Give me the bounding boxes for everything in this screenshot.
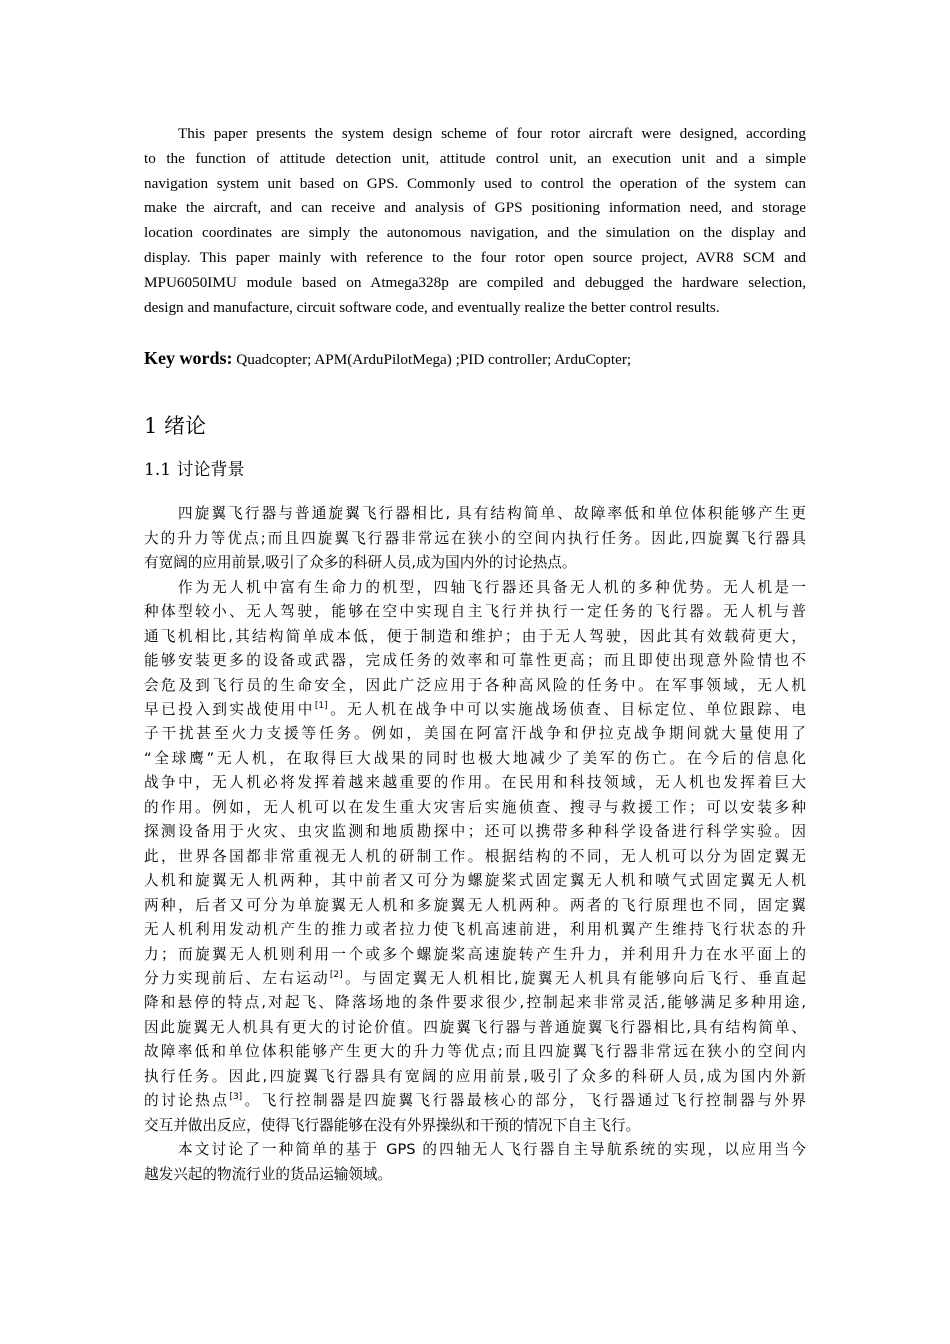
paragraph-line: 力；而旋翼无人机则利用一个或多个螺旋桨高速旋转产生升力，并利用升力在水平面上的 (144, 945, 806, 963)
paragraph-line: 两种，后者又可分为单旋翼无人机和多旋翼无人机两种。两者的飞行原理也不同，固定翼 (144, 896, 806, 914)
keywords-label: Key words: (144, 348, 233, 369)
paragraph-line: 四旋翼飞行器与普通旋翼飞行器相比, 具有结构简单、故障率低和单位体积能够产生更 (178, 505, 806, 523)
abstract-english (144, 122, 806, 320)
line-text: 。无人机在战争中可以实施战场侦查、目标定位、单位跟踪、电 (327, 701, 806, 718)
paragraph-line: 会危及到飞行员的生命安全，因此广泛应用于各种高风险的任务中。在军事领域，无人机 (144, 676, 806, 694)
keywords-text: Quadcopter; APM(ArduPilotMega) ;PID controller; ArduCopter; (232, 351, 632, 369)
paragraph-line: 子干扰甚至火力支援等任务。例如，美国在阿富汗战争和伊拉克战争期间就大量使用了 (144, 725, 806, 743)
paragraph-line: 无人机利用发动机产生的推力或者拉力使飞机高速前进，利用机翼产生维持飞行状态的升 (144, 921, 806, 939)
paragraph-line: 本文讨论了一种简单的基于 GPS 的四轴无人飞行器自主导航系统的实现，以应用当今 (178, 1141, 806, 1159)
line-text: 。与固定翼无人机相比,旋翼无人机具有能够向后飞行、垂直起 (342, 969, 806, 987)
paragraph-line (144, 698, 806, 722)
paragraph-line: 作为无人机中富有生命力的机型，四轴飞行器还具备无人机的多种优势。无人机是一 (178, 578, 806, 596)
line-text: 的讨论热点 (144, 1092, 230, 1110)
paragraph-line: 人机和旋翼无人机两种，其中前者又可分为螺旋桨式固定翼无人机和喷气式固定翼无人机 (144, 872, 806, 890)
line-text: 。飞行控制器是四旋翼飞行器最核心的部分，飞行器通过飞行控制器与外界 (242, 1092, 806, 1110)
abstract-line: MPU6050IMU module based on Atmega328p are compiled and debugged the hardware selection, (144, 273, 806, 291)
paragraph-line: 执行任务。因此,四旋翼飞行器具有宽阔的应用前景,吸引了众多的科研人员,成为国内外新 (144, 1067, 806, 1085)
section-heading-1: 1 绪论 (144, 414, 207, 439)
paragraph-line: 大的升力等优点;而且四旋翼飞行器非常远在狭小的空间内执行任务。因此,四旋翼飞行器具 (144, 529, 806, 547)
abstract-line: navigation system unit based on GPS. Commonly used to control the operation of the system can (144, 174, 806, 192)
paragraph-line (144, 1089, 806, 1113)
paragraph-line: 越发兴起的物流行业的货品运输领域。 (144, 1165, 393, 1183)
paragraph-line: 降和悬停的特点,对起飞、降落场地的条件要求很少,控制起来非常灵活,能够满足多种用途, (144, 994, 806, 1012)
paragraph-line: “全球鹰”无人机，在取得巨大战果的同时也极大地减少了美军的伤亡。在今后的信息化 (144, 749, 806, 767)
citation-ref[interactable]: [2] (329, 969, 343, 980)
citation-ref[interactable]: [1] (314, 701, 328, 711)
paragraph-line: 因此旋翼无人机具有更大的讨论价值。四旋翼飞行器与普通旋翼飞行器相比,具有结构简单、 (144, 1018, 806, 1036)
paragraph-line: 探测设备用于火灾、虫灾监测和地质勘探中；还可以携带多种科学设备进行科学实验。因 (144, 823, 806, 841)
abstract-line: location coordinates are simply the autonomous navigation, and the simulation on the display and (144, 224, 806, 242)
paragraph-line: 能够安装更多的设备或武器，完成任务的效率和可靠性更高；而且即使出现意外险情也不 (144, 652, 806, 670)
line-text: 早已投入到实战使用中 (144, 701, 315, 718)
abstract-line: display. This paper mainly with reference to the four rotor open source project, AVR8 SCM and (144, 248, 806, 266)
paragraph-line (144, 967, 806, 991)
line-text: 分力实现前后、左右运动 (144, 969, 330, 987)
paragraph-line: 交互并做出反应，使得飞行器能够在没有外界操纵和干预的情况下自主飞行。 (144, 1116, 641, 1134)
paragraph-line: 种体型较小、无人驾驶，能够在空中实现自主飞行并执行一定任务的飞行器。无人机与普 (144, 603, 806, 621)
paragraph-line: 战争中，无人机必将发挥着越来越重要的作用。在民用和科技领域，无人机也发挥着巨大 (144, 774, 806, 792)
abstract-line: This paper presents the system design scheme of four rotor aircraft were designed, according (178, 125, 806, 142)
body-chinese (144, 502, 806, 1187)
paragraph-line: 有宽阔的应用前景,吸引了众多的科研人员,成为国内外的讨论热点。 (144, 554, 577, 572)
abstract-line: make the aircraft, and can receive and analysis of GPS positioning information need, and storage (144, 199, 806, 217)
keywords (144, 346, 806, 372)
paragraph-line: 通飞机相比,其结构简单成本低，便于制造和维护；由于无人驾驶，因此其有效载荷更大， (144, 627, 806, 645)
document-page (144, 122, 806, 1187)
paragraph-line: 此，世界各国都非常重视无人机的研制工作。根据结构的不同，无人机可以分为固定翼无 (144, 847, 806, 865)
citation-ref[interactable]: [3] (229, 1092, 243, 1103)
abstract-line: to the function of attitude detection unit, attitude control unit, an execution unit and a simple (144, 149, 806, 167)
section-heading-1-1: 1.1 讨论背景 (144, 460, 245, 481)
abstract-line: design and manufacture, circuit software code, and eventually realize the better control results. (144, 298, 720, 316)
paragraph-line: 的作用。例如，无人机可以在发生重大灾害后实施侦查、搜寻与救援工作；可以安装多种 (144, 798, 806, 816)
paragraph-line: 故障率低和单位体积能够产生更大的升力等优点;而且四旋翼飞行器非常远在狭小的空间内 (144, 1043, 806, 1061)
